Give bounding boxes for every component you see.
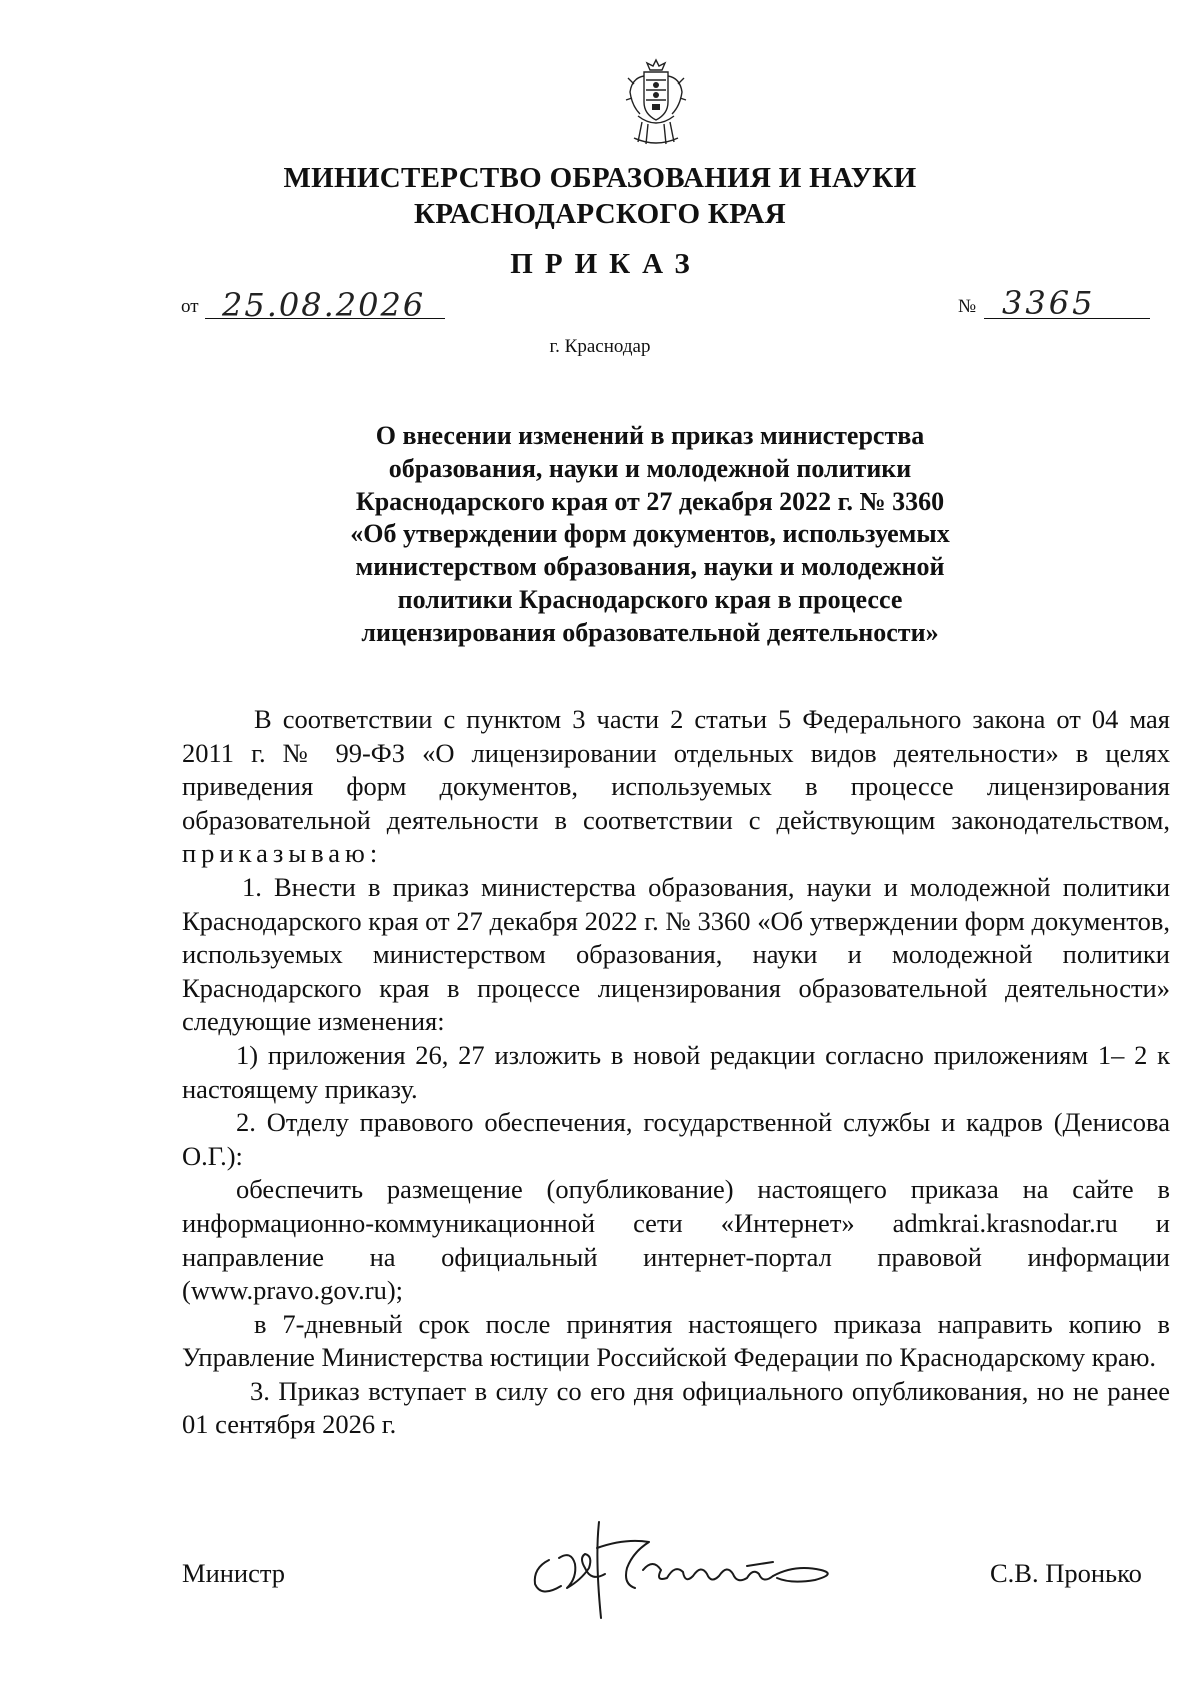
- ministry-name-line2: КРАСНОДАРСКОГО КРАЯ: [413, 198, 787, 230]
- preamble-text: В соответствии с пунктом 3 части 2 статьи 5 Федерального закона от 04 мая 2011 г. № 99-ФЗ «О лицензировании отдельных видов деятельности» в целях приведения форм документов, используемых в процессе лицензирования образовательной деятельности в соответствии с действующим законодательством,: [182, 704, 1170, 835]
- title-line: О внесении изменений в приказ министерства: [375, 421, 925, 450]
- date-label: от: [181, 296, 199, 317]
- city: г. Краснодар: [549, 336, 651, 357]
- date-value: 25.08.2026: [222, 286, 426, 324]
- title-line: политики Краснодарского края в процессе: [397, 584, 903, 614]
- title-line: образования, науки и молодежной политики: [388, 453, 912, 483]
- item-2-clause-a: обеспечить размещение (опубликование) настоящего приказа на сайте в информационно-коммуникационной сети «Интернет» admkrai.krasnodar.ru и направление на официальный интернет-портал правовой информации (www.pravo.gov.ru);: [182, 1174, 1170, 1306]
- order-title: [300, 420, 1000, 650]
- order-word: приказываю:: [182, 838, 383, 869]
- item-1: 1. Внести в приказ министерства образования, науки и молодежной политики Краснодарского края от 27 декабря 2022 г. № 3360 «Об утверждении форм документов, используемых министерством образования, науки и молодежной политики Краснодарского края в процессе лицензирования образовательной деятельности» следующие изменения:: [182, 871, 1170, 1037]
- title-line: лицензирования образовательной деятельности»: [361, 617, 939, 647]
- item-3: 3. Приказ вступает в силу со его дня официального опубликования, но не ранее 01 сентября 2026 г.: [182, 1375, 1170, 1440]
- handwritten-signature: [515, 1508, 860, 1628]
- title-line: Краснодарского края от 27 декабря 2022 г. № 3360: [355, 486, 945, 516]
- ministry-name-line1: МИНИСТЕРСТВО ОБРАЗОВАНИЯ И НАУКИ: [283, 162, 917, 194]
- item-1-subitem: 1) приложения 26, 27 изложить в новой редакции согласно приложениям 1– 2 к настоящему приказу.: [182, 1039, 1170, 1104]
- item-2-clause-b: в 7-дневный срок после принятия настоящего приказа направить копию в Управление Министерства юстиции Российской Федерации по Краснодарскому краю.: [182, 1308, 1170, 1373]
- item-2: 2. Отделу правового обеспечения, государственной службы и кадров (Денисова О.Г.):: [182, 1107, 1170, 1171]
- signatory-name: С.В. Пронько: [990, 1558, 1142, 1588]
- number-label: №: [958, 296, 977, 317]
- title-line: «Об утверждении форм документов, используемых: [350, 519, 950, 549]
- signatory-role: Министр: [182, 1558, 286, 1588]
- order-body: [182, 703, 1170, 1442]
- title-line: министерством образования, науки и молодежной: [355, 552, 945, 582]
- number-value: 3365: [1002, 284, 1096, 322]
- preamble-paragraph: [182, 703, 1170, 871]
- document-type: ПРИКАЗ: [510, 248, 702, 280]
- coat-of-arms-icon: [624, 58, 688, 148]
